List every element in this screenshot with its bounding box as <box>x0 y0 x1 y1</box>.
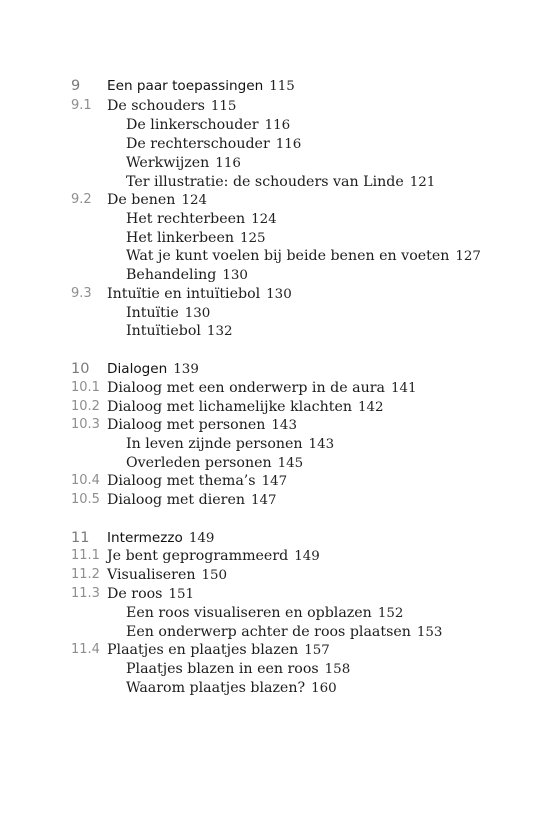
toc-entry-title: Intuïtiebol <box>126 323 201 339</box>
toc-entry-title: Visualiseren <box>107 567 196 583</box>
toc-entry-page-number: 151 <box>168 587 194 602</box>
toc-entry-page-number: 116 <box>215 156 241 171</box>
toc-entry-title: Het linkerbeen <box>126 230 234 246</box>
toc-entry-page-number: 150 <box>201 568 228 583</box>
toc-entry-title: De benen <box>107 192 176 208</box>
toc-entry-title: Het rechterbeen <box>126 211 246 227</box>
toc-entry-title: Werkwijzen <box>126 155 210 171</box>
toc-entry-title-line <box>126 678 337 699</box>
toc-entry-page-number: 124 <box>251 212 277 227</box>
toc-entry-title-line <box>126 603 403 624</box>
toc-entry-page-number: 147 <box>250 493 277 508</box>
toc-entry-title-line <box>107 359 199 380</box>
toc-entry-page-number: 139 <box>173 362 199 377</box>
toc-entry-title: Dialogen <box>107 361 168 377</box>
toc-entry-number: 10 <box>71 361 90 377</box>
toc-entry-title: Behandeling <box>126 267 217 283</box>
toc-entry-title: Dialoog met een onderwerp in de aura <box>107 380 385 396</box>
toc-entry-title: Dialoog met thema’s <box>107 473 256 489</box>
toc-entry-title-line <box>107 584 194 605</box>
toc-entry-title-line <box>126 659 350 680</box>
toc-entry-title-line <box>107 565 227 586</box>
toc-entry-title-line <box>126 209 277 230</box>
toc-entry-title: Ter illustratie: de schouders van Linde <box>126 174 404 190</box>
toc-entry-page-number: 158 <box>324 662 351 677</box>
toc-entry-page-number: 127 <box>455 249 481 264</box>
toc-entry-page-number: 130 <box>266 287 292 302</box>
toc-entry-title: Dialoog met lichamelijke klachten <box>107 399 352 415</box>
toc-entry-page-number: 141 <box>390 381 417 396</box>
toc-entry-title-line <box>107 76 295 97</box>
toc-entry-title: Plaatjes en plaatjes blazen <box>107 642 299 658</box>
toc-entry-title-line <box>107 415 297 436</box>
toc-entry-page-number: 149 <box>188 531 215 546</box>
toc-entry-title-line <box>107 490 277 511</box>
toc-entry-number: 11.1 <box>71 548 100 563</box>
toc-entry-number: 9.1 <box>71 98 92 113</box>
toc-entry-title-line <box>107 640 330 661</box>
toc-entry-page-number: 130 <box>184 306 211 321</box>
toc-entry-title: Dialoog met personen <box>107 417 266 433</box>
toc-entry-page-number: 153 <box>416 625 443 640</box>
toc-entry-page-number: 145 <box>277 456 304 471</box>
toc-entry-page-number: 115 <box>269 79 295 94</box>
toc-entry-title: Een paar toepassingen <box>107 78 264 94</box>
toc-entry-number: 9 <box>71 78 81 94</box>
toc-entry-title-line <box>107 96 236 117</box>
toc-entry-title-line <box>107 471 287 492</box>
toc-entry-title: Dialoog met dieren <box>107 492 245 508</box>
toc-entry-title-line <box>126 434 334 455</box>
toc-entry-page-number: 142 <box>358 400 384 415</box>
toc-entry-title-line <box>107 284 292 305</box>
toc-entry-page-number: 115 <box>210 99 237 114</box>
toc-entry-title: Intuïtie <box>126 305 179 321</box>
toc-entry-title: De schouders <box>107 98 205 114</box>
toc-entry-title: Je bent geprogrammeerd <box>107 548 289 564</box>
toc-entry-title: Wat je kunt voelen bij beide benen en voeten <box>126 248 450 264</box>
toc-entry-page-number: 143 <box>308 437 335 452</box>
toc-entry-title: Overleden personen <box>126 455 272 471</box>
toc-entry-title-line <box>126 115 290 136</box>
toc-entry-page-number: 147 <box>261 474 288 489</box>
toc-entry-page-number: 121 <box>409 175 436 190</box>
toc-entry-number: 11.3 <box>71 586 100 601</box>
toc-entry-page-number: 132 <box>206 324 233 339</box>
toc-entry-title-line <box>126 246 481 267</box>
toc-entry-number: 9.2 <box>71 192 92 207</box>
toc-entry-title: Een onderwerp achter de roos plaatsen <box>126 624 411 640</box>
toc-entry-page-number: 149 <box>294 549 320 564</box>
toc-entry-number: 11.4 <box>71 642 100 657</box>
toc-entry-page-number: 143 <box>271 418 297 433</box>
toc-entry-title: Intuïtie en intuïtiebol <box>107 286 261 302</box>
toc-entry-title: Waarom plaatjes blazen? <box>126 680 306 696</box>
toc-entry-number: 10.2 <box>71 399 100 414</box>
toc-entry-page-number: 152 <box>377 606 404 621</box>
toc-entry-page-number: 124 <box>181 193 207 208</box>
toc-entry-title-line <box>126 265 248 286</box>
toc-entry-page-number: 116 <box>264 118 291 133</box>
toc-entry-number: 11 <box>71 530 90 546</box>
toc-entry-number: 10.4 <box>71 473 100 488</box>
toc-entry-title-line <box>126 153 241 174</box>
toc-entry-title-line <box>107 190 207 211</box>
toc-entry-title-line <box>126 321 232 342</box>
toc-entry-title-line <box>107 378 417 399</box>
toc-entry-page-number: 125 <box>239 231 266 246</box>
toc-entry-number: 10.5 <box>71 492 100 507</box>
toc-entry-title: Een roos visualiseren en opblazen <box>126 605 372 621</box>
toc-entry-title-line <box>107 546 320 567</box>
toc-entry-title: Intermezzo <box>107 530 183 546</box>
toc-entry-title: De rechterschouder <box>126 136 270 152</box>
toc-entry-number: 10.3 <box>71 417 100 432</box>
toc-entry-number: 10.1 <box>71 380 100 395</box>
toc-entry-title: In leven zijnde personen <box>126 436 303 452</box>
toc-entry-number: 11.2 <box>71 567 100 582</box>
toc-entry-page-number: 116 <box>275 137 302 152</box>
toc-entry-title-line <box>126 134 301 155</box>
toc-entry-title: De roos <box>107 586 163 602</box>
toc-entry-title: Plaatjes blazen in een roos <box>126 661 319 677</box>
toc-entry-page-number: 160 <box>311 681 337 696</box>
toc-entry-number: 9.3 <box>71 286 92 301</box>
toc-entry-page-number: 157 <box>304 643 330 658</box>
toc-entry-title: De linkerschouder <box>126 117 259 133</box>
toc-entry-page-number: 130 <box>222 268 248 283</box>
